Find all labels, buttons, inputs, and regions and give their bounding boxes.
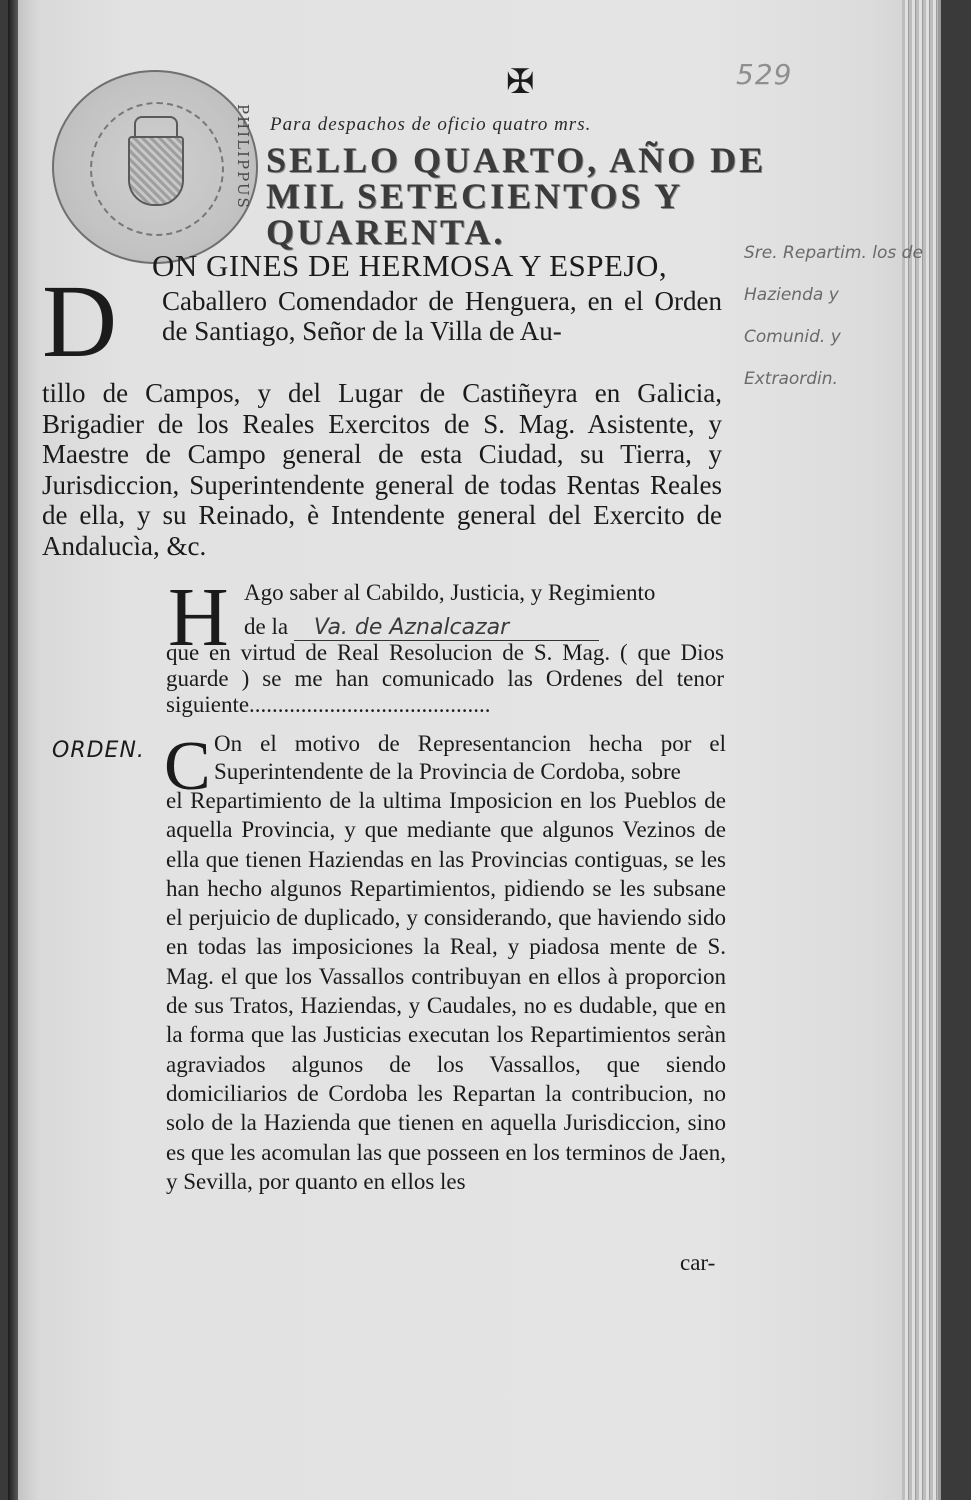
crown-icon (134, 116, 178, 136)
catchword: car- (680, 1250, 716, 1275)
hago-line-2 (244, 614, 724, 640)
document-heading: ON GINES DE HERMOSA Y ESPEJO, (152, 248, 668, 283)
hago-paragraph: que en virtud de Real Resolucion de S. Mag. ( que Dios guarde ) se me han comunicado las Ordenes del tenor siguiente.......................................... (166, 640, 724, 717)
handwritten-town-name: Va. de Aznalcazar (294, 615, 599, 641)
page-stack-edge (902, 0, 938, 1500)
seal-legend: PHILIPPUS (234, 104, 252, 210)
orden-first-lines: On el motivo de Representancion hecha por el Superintendente de la Provincia de Cordoba, sobre (214, 731, 726, 784)
dropcap-d: D (42, 264, 118, 379)
sello-preamble: Para despachos de oficio quatro mrs. (270, 114, 592, 135)
document-page (8, 0, 941, 1500)
binding-shadow (8, 0, 18, 1500)
hago-line-1: Ago saber al Cabildo, Justicia, y Regimiento (244, 580, 656, 605)
royal-seal-stamp (52, 70, 258, 264)
orden-body-text: el Repartimiento de la ultima Imposicion en los Pueblos de aquella Provincia, y que mediante que algunos Vezinos de ella que tienen Haziendas en las Provincias contiguas, se les han hecho algunos Repartimientos, pidiendo se les subsane el perjuicio de duplicado, y considerando, que haviendo sido en todas las imposiciones la Real, y piadosa mente de S. Mag. el que los Vassallos contribuyan en ellos à proporcion de sus Tratos, Haziendas, y Caudales, no es dudable, que en la forma que las Justicias executan los Repartimientos seràn agraviados algunos de los Vassallos, que siendo domiciliarios de Cordoba les Repartan la contribucion, no solo de la Hazienda que tienen en aquella Jurisdiccion, sino es que les acomulan las que posseen en los terminos de Jaen, y Sevilla, por quanto en ellos les (166, 788, 726, 1194)
dropcap-c: C (164, 728, 211, 805)
cross-icon: ✠ (506, 64, 535, 101)
folio-number: 529 (736, 58, 793, 91)
hago-line-2-prefix: de la (244, 614, 289, 639)
handwritten-margin-note: Sre. Repartim. los de Hazienda y Comunid. y Extraordin. (744, 243, 923, 389)
heading-text-indented: Caballero Comendador de Henguera, en el Orden de Santiago, Señor de la Villa de Au- (162, 286, 722, 346)
heading-text: tillo de Campos, y del Lugar de Castiñeyra en Galicia, Brigadier de los Reales Exercitos de S. Mag. Asistente, y Maestre de Campo general de esta Ciudad, su Tierra, y Jurisdiccion, Superintendente general de todas Rentas Reales de ella, y su Reinado, è Intendente general del Exercito de Andalucìa, &c. (42, 378, 722, 561)
orden-margin-label: ORDEN. (52, 738, 145, 763)
royal-coat-of-arms-icon (128, 136, 184, 206)
sello-title: SELLO QUARTO, AÑO DE MIL SETECIENTOS Y QUARENTA. (266, 140, 767, 252)
dropcap-h: H (168, 571, 229, 664)
